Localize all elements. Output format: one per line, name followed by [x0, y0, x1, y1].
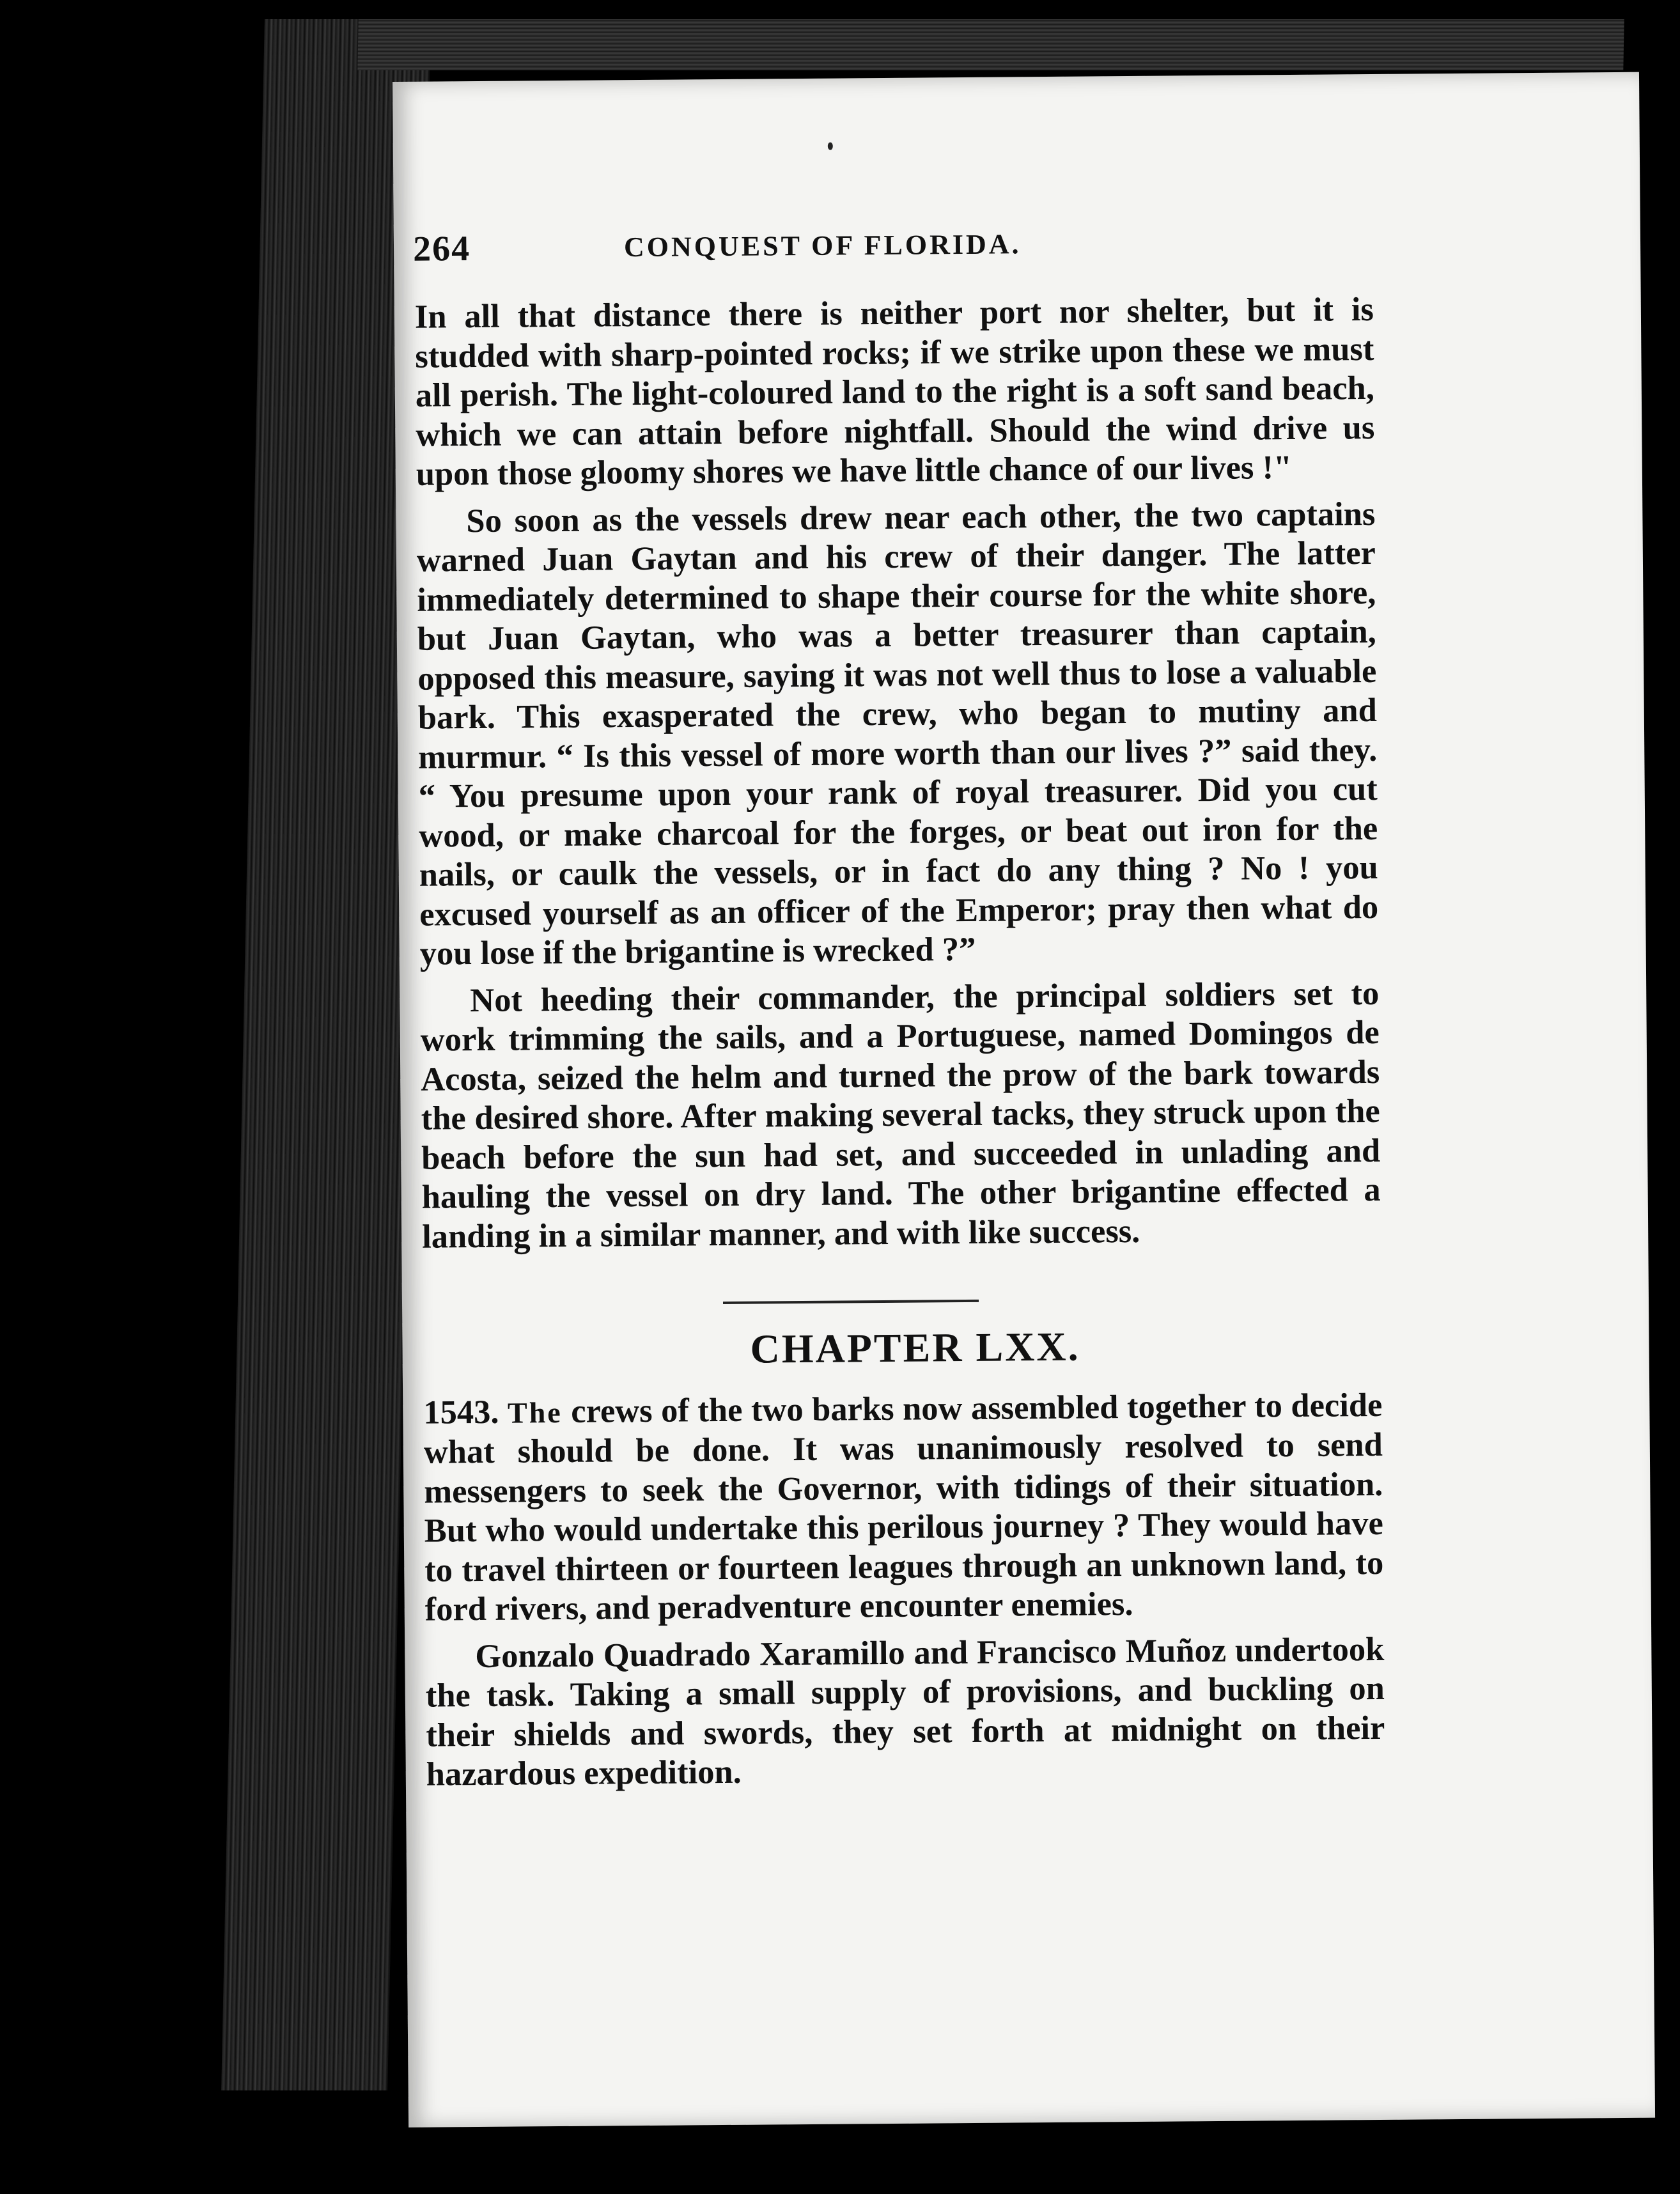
page-stack-top-edges	[357, 19, 1624, 70]
chapter-first-word: The	[507, 1396, 563, 1429]
chapter-year: 1543.	[423, 1393, 499, 1431]
running-title: CONQUEST OF FLORIDA.	[623, 228, 1022, 263]
ink-speck	[828, 143, 833, 150]
chapter-heading: CHAPTER LXX.	[750, 1323, 1080, 1372]
body-text	[415, 290, 1385, 1794]
paragraph-1: In all that distance there is neither port nor shelter, but it is studded with sharp-pointed rocks; if we strike upon these we must all perish. The light-coloured land to the right is a soft sand beach, which we can attain before nightfall. Should the wind drive us upon those gloomy shores we have little chance of our lives !"	[414, 290, 1375, 493]
paragraph-2: So soon as the vessels drew near each other, the two captains warned Juan Gaytan and his crew of their danger. The latter immediately determined to shape their course for the white shore, but Juan Gaytan, who was a better treasurer than captain, opposed this measure, saying it was not well thus to lose a valuable bark. This exasperated the crew, who began to mutiny and murmur. “ Is this vessel of more worth than our lives ?” said they. “ You presume upon your rank of royal treasurer. Did you cut wood, or make charcoal for the forges, or beat out iron for the nails, or caulk the vessels, or in fact do any thing ? No ! you excused yourself as an officer of the Emperor; pray then what do you lose if the brigantine is wrecked ?”	[416, 495, 1379, 972]
book-page	[393, 72, 1655, 2128]
chapter-opening-text: crews of the two barks now assembled together to decide what should be done. It was unanimously resolved to send messengers to seek the Governor, with tidings of their situation. But who would undertake this perilous journey ? They would have to travel thirteen or fourteen leagues through an unknown land, to ford rivers, and peradventure encounter enemies.	[423, 1386, 1384, 1628]
page-number: 264	[412, 229, 471, 269]
page-content	[412, 220, 1576, 1801]
chapter-opening-paragraph	[423, 1385, 1384, 1630]
running-head	[412, 220, 1564, 272]
paragraph-final: Gonzalo Quadrado Xaramillo and Francisco Muñoz undertook the task. Taking a small supply of provisions, and buckling on their shields and swords, they set forth at midnight on their hazardous expedition.	[425, 1630, 1385, 1793]
section-rule	[723, 1300, 979, 1304]
paragraph-3: Not heeding their commander, the principal soldiers set to work trimming the sails, and a Portuguese, named Domingos de Acosta, seized the helm and turned the prow of the bark towards the desired shore. After making several tacks, they struck upon the beach before the sun had set, and succeeded in unlading and hauling the vessel on dry land. The other brigantine effected a landing in a similar manner, and with like success.	[420, 974, 1381, 1256]
